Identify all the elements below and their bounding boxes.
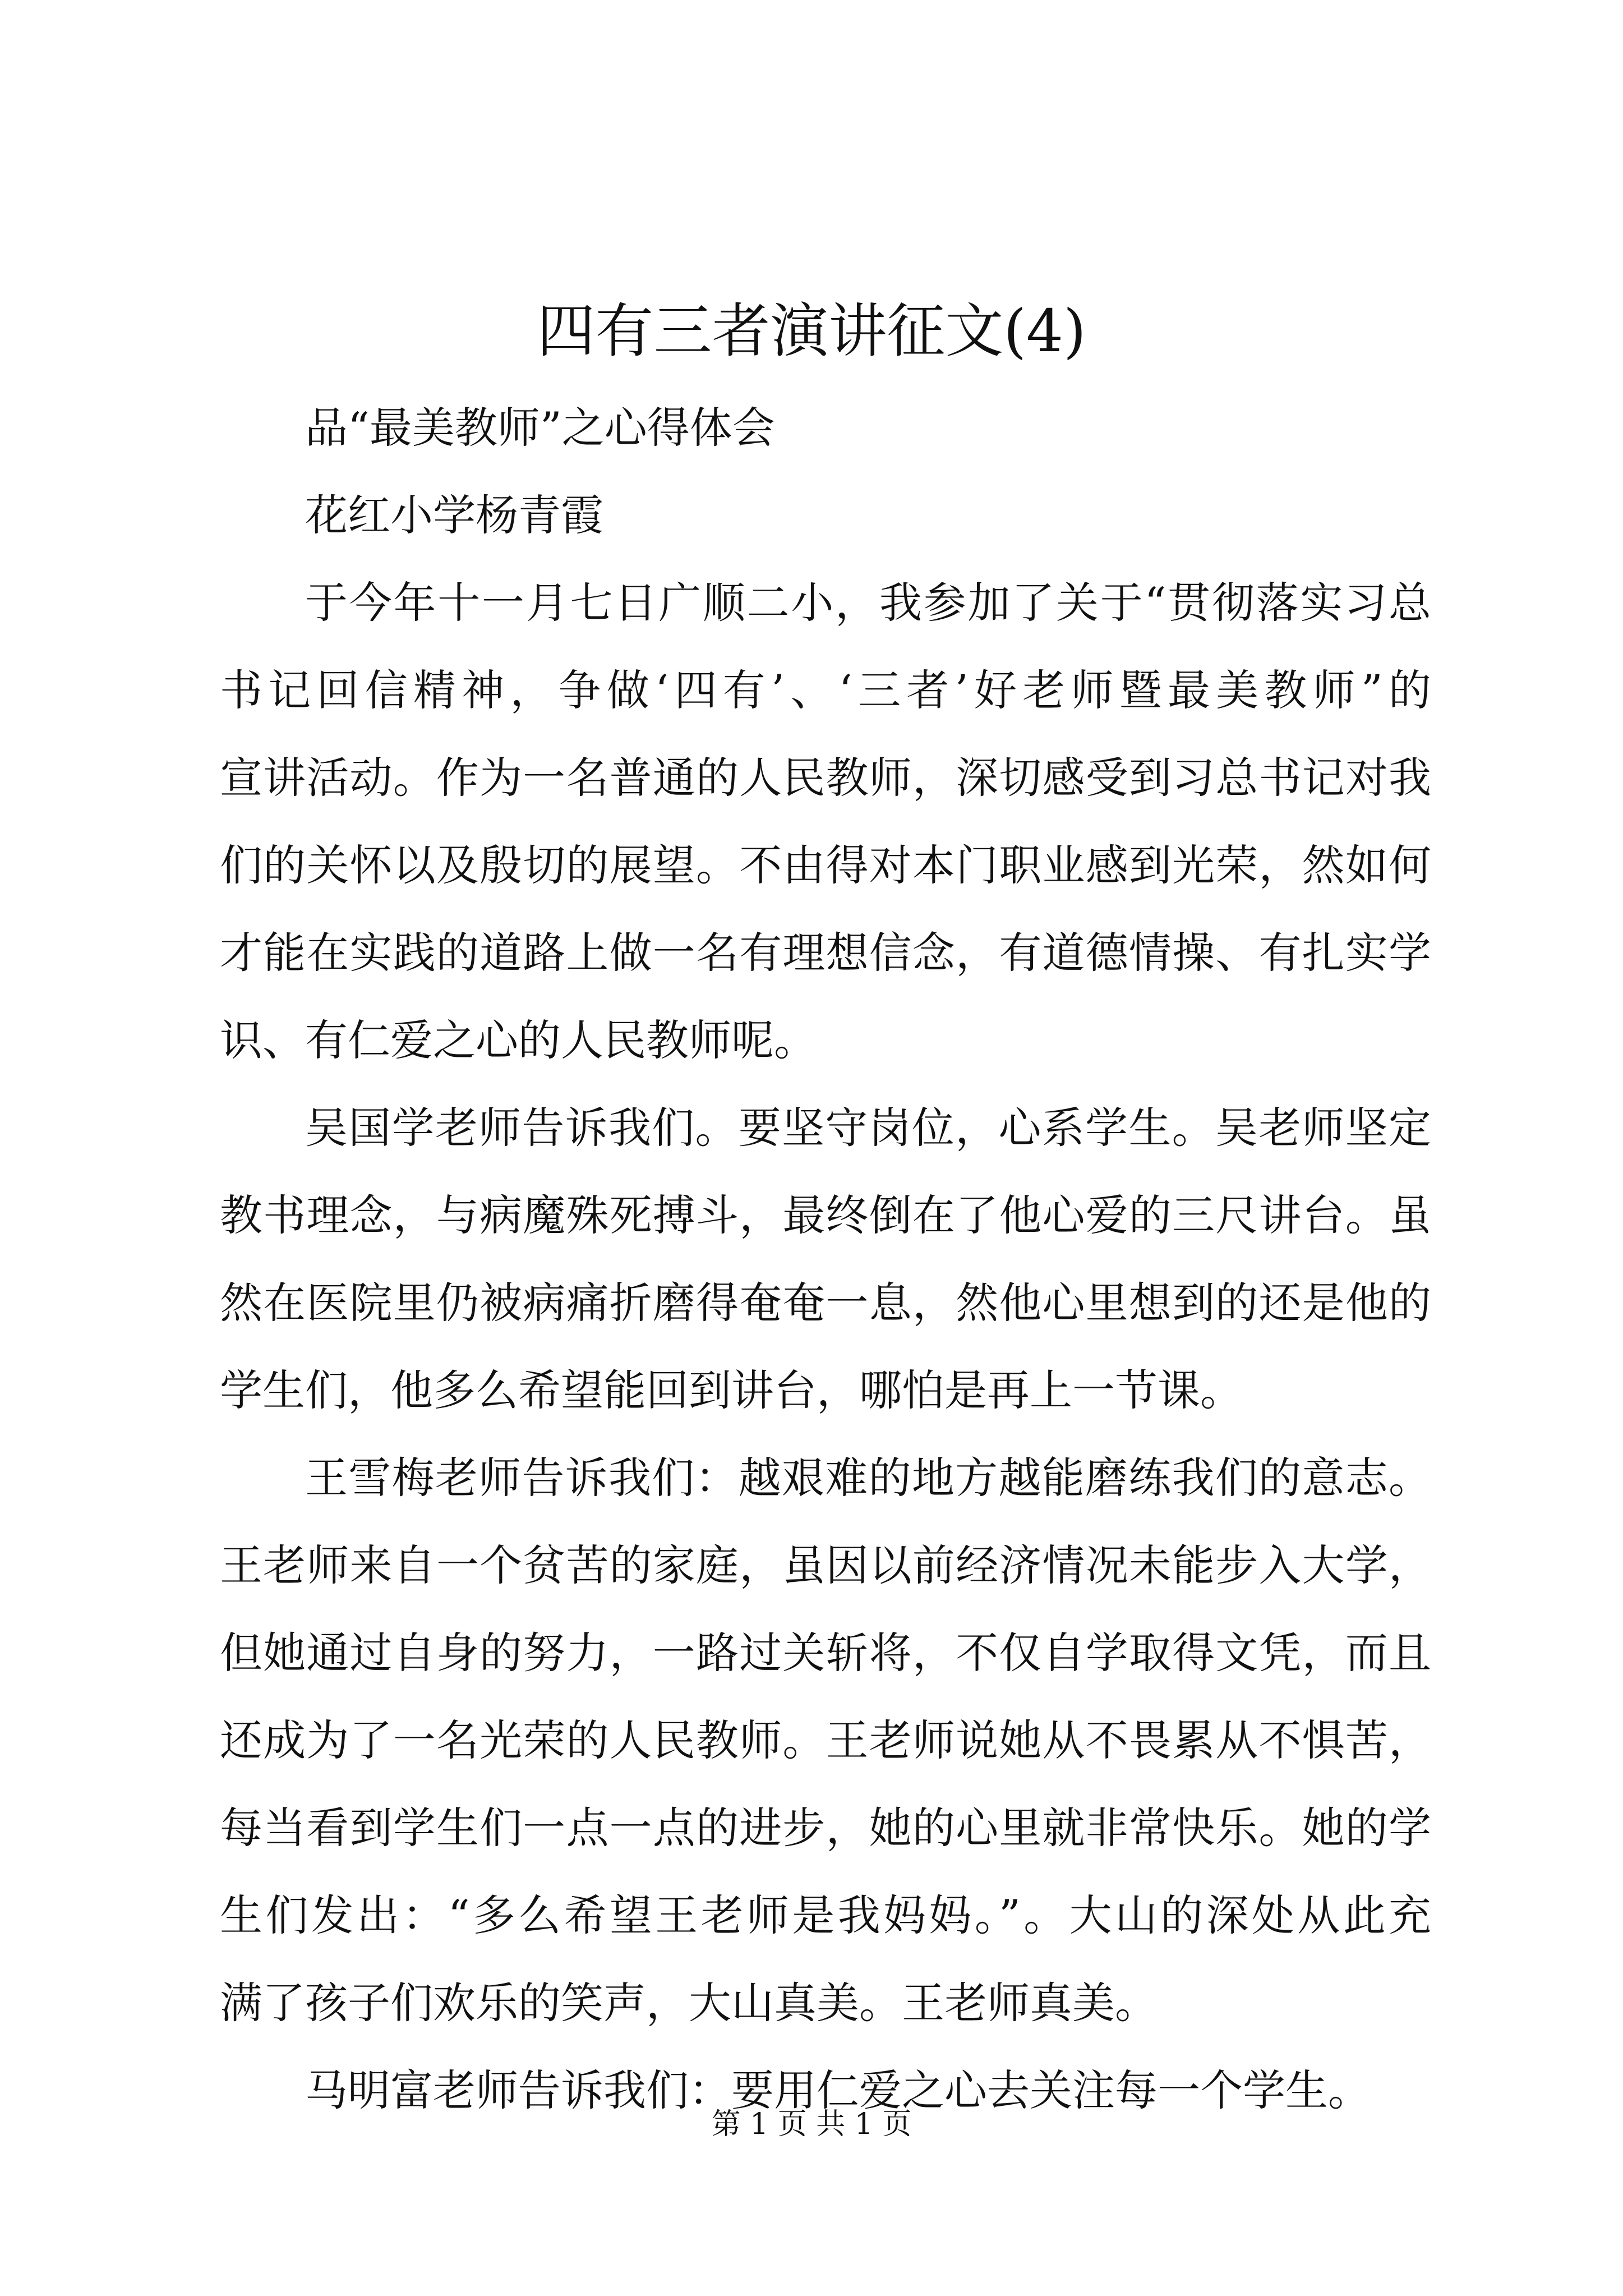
text-line-08: 识、有仁爱之心的人民教师呢。 [220, 1015, 817, 1065]
page-footer: 第 1 页 共 1 页 [711, 2108, 912, 2141]
text-line-20: 马明富老师告诉我们：要用仁爱之心去关注每一个学生。 [305, 2065, 1371, 2115]
document-body [220, 384, 1431, 2134]
text-line-03: 于今年十一月七日广顺二小，我参加了关于“贯彻落实习总 [305, 578, 1431, 628]
text-line-06: 们的关怀以及殷切的展望。不由得对本门职业感到光荣，然如何 [220, 840, 1431, 890]
text-line-04: 书记回信精神，争做‘四有’、‘三者’好老师暨最美教师”的 [220, 665, 1431, 715]
text-line-11: 然在医院里仍被病痛折磨得奄奄一息，然他心里想到的还是他的 [220, 1278, 1431, 1328]
text-line-07: 才能在实践的道路上做一名有理想信念，有道德情操、有扎实学 [220, 928, 1431, 978]
text-line-02: 花红小学杨青霞 [305, 490, 603, 540]
text-line-10: 教书理念，与病魔殊死搏斗，最终倒在了他心爱的三尺讲台。虽 [220, 1190, 1431, 1240]
text-line-16: 还成为了一名光荣的人民教师。王老师说她从不畏累从不惧苦， [220, 1715, 1431, 1765]
text-line-01: 品“最美教师”之心得体会 [305, 403, 775, 453]
text-line-05: 宣讲活动。作为一名普通的人民教师，深切感受到习总书记对我 [220, 753, 1431, 803]
text-line-09: 吴国学老师告诉我们。要坚守岗位，心系学生。吴老师坚定 [305, 1103, 1431, 1153]
text-line-18: 生们发出：“多么希望王老师是我妈妈。”。大山的深处从此充 [220, 1890, 1431, 1940]
text-line-17: 每当看到学生们一点一点的进步，她的心里就非常快乐。她的学 [220, 1803, 1431, 1853]
text-line-12: 学生们，他多么希望能回到讲台，哪怕是再上一节课。 [220, 1365, 1243, 1415]
text-line-19: 满了孩子们欢乐的笑声，大山真美。王老师真美。 [220, 1978, 1158, 2028]
text-line-13: 王雪梅老师告诉我们：越艰难的地方越能磨练我们的意志。 [305, 1453, 1431, 1503]
document-title: 四有三者演讲征文(4) [537, 297, 1086, 365]
text-line-14: 王老师来自一个贫苦的家庭，虽因以前经济情况未能步入大学， [220, 1540, 1431, 1590]
text-line-15: 但她通过自身的努力，一路过关斩将，不仅自学取得文凭，而且 [220, 1628, 1431, 1678]
